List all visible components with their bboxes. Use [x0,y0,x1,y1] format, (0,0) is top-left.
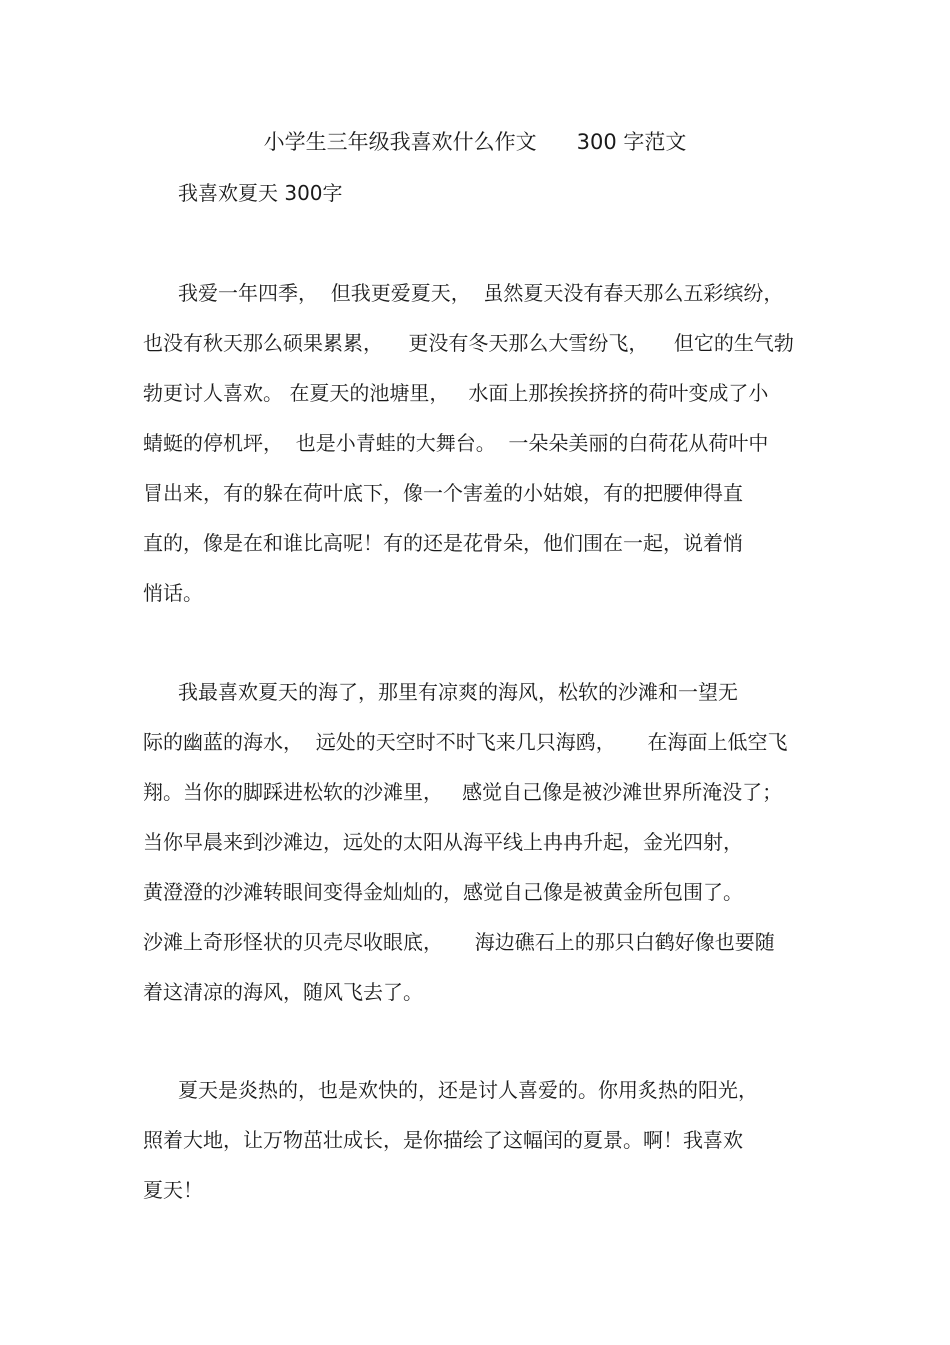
paragraph-line: 勃更讨人喜欢。 在夏天的池塘里， 水面上那挨挨挤挤的荷叶变成了小 [143,381,769,405]
paragraph-line: 照着大地，让万物茁壮成长，是你描绘了这幅闰的夏景。啊！我喜欢 [143,1128,743,1152]
paragraph-line: 黄澄澄的沙滩转眼间变得金灿灿的，感觉自己像是被黄金所包围了。 [143,880,743,904]
paragraph-line: 蜻蜓的停机坪， 也是小青蛙的大舞台。 一朵朵美丽的白荷花从荷叶中 [143,431,769,455]
paragraph-line: 夏天！ [143,1178,203,1202]
paragraph-line: 也没有秋天那么硕果累累， 更没有冬天那么大雪纷飞， 但它的生气勃 [143,331,794,355]
paragraph-1 [143,278,813,628]
paragraph-line: 沙滩上奇形怪状的贝壳尽收眼底， 海边礁石上的那只白鹤好像也要随 [143,930,775,954]
paragraph-line: 际的幽蓝的海水， 远处的天空时不时飞来几只海鸥， 在海面上低空飞 [143,730,788,754]
title-suffix: 300 字范文 [576,130,687,154]
paragraph-line: 我爱一年四季， 但我更爱夏天， 虽然夏天没有春天那么五彩缤纷， [178,281,784,305]
paragraph-3 [143,1075,813,1225]
paragraph-line: 翔。当你的脚踩进松软的沙滩里， 感觉自己像是被沙滩世界所淹没了； [143,780,783,804]
essay-subtitle: 我喜欢夏天 300字 [178,181,343,205]
title-main: 小学生三年级我喜欢什么作文 [263,130,537,154]
paragraph-2 [143,677,813,1027]
document-title [0,127,950,157]
paragraph-line: 我最喜欢夏天的海了，那里有凉爽的海风，松软的沙滩和一望无 [178,680,738,704]
paragraph-line: 直的，像是在和谁比高呢！有的还是花骨朵，他们围在一起，说着悄 [143,531,743,555]
paragraph-line: 冒出来，有的躲在荷叶底下，像一个害羞的小姑娘，有的把腰伸得直 [143,481,743,505]
paragraph-line: 当你早晨来到沙滩边，远处的太阳从海平线上冉冉升起，金光四射， [143,830,743,854]
paragraph-line: 悄话。 [143,581,203,605]
paragraph-line: 着这清凉的海风，随风飞去了。 [143,980,423,1004]
paragraph-line: 夏天是炎热的，也是欢快的，还是讨人喜爱的。你用炙热的阳光， [178,1078,758,1102]
